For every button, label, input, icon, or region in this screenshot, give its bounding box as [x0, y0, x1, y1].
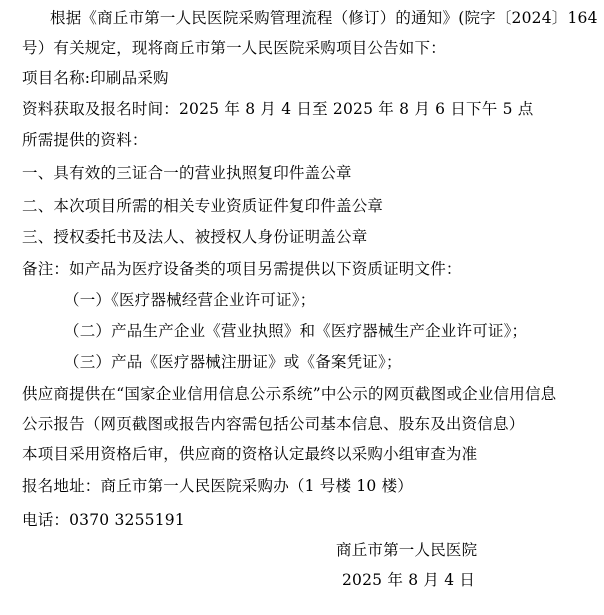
remark-item: （二）产品生产企业《营业执照》和《医疗器械生产企业许可证》； [64, 322, 528, 340]
review-note: 本项目采用资格后审，供应商的资格认定最终以采购小组审查为准 [22, 445, 478, 463]
required-docs-heading: 所需提供的资料： [22, 131, 148, 149]
registration-time: 资料获取及报名时间：2025 年 8 月 4 日至 2025 年 8 月 6 日下午 5 点 [22, 100, 534, 118]
credit-line-1: 供应商提供在“国家企业信用信息公示系统”中公示的网页截图或企业信用信息 [22, 385, 557, 403]
intro-line-1: 根据《商丘市第一人民医院采购管理流程（修订）的通知》(院字〔2024〕164 [50, 9, 598, 27]
requirement-item: 三、授权委托书及法人、被授权人身份证明盖公章 [22, 228, 368, 246]
credit-line-2: 公示报告（网页截图或报告内容需包括公司基本信息、股东及出资信息） [22, 415, 525, 433]
remark-item: （三）产品《医疗器械注册证》或《备案凭证》； [64, 353, 402, 371]
signature-org: 商丘市第一人民医院 [336, 541, 478, 559]
remark-heading: 备注：如产品为医疗设备类的项目另需提供以下资质证明文件： [22, 260, 462, 278]
signature-date: 2025 年 8 月 4 日 [342, 571, 476, 589]
requirement-item: 二、本次项目所需的相关专业资质证件复印件盖公章 [22, 197, 384, 215]
phone-number: 电话：0370 3255191 [22, 511, 185, 529]
project-name: 项目名称:印刷品采购 [22, 69, 169, 87]
intro-line-2: 号）有关规定，现将商丘市第一人民医院采购项目公告如下： [22, 39, 446, 57]
remark-item: （一）《医疗器械经营企业许可证》； [64, 291, 316, 309]
requirement-item: 一、具有效的三证合一的营业执照复印件盖公章 [22, 164, 352, 182]
registration-address: 报名地址：商丘市第一人民医院采购办（1 号楼 10 楼） [22, 477, 413, 495]
